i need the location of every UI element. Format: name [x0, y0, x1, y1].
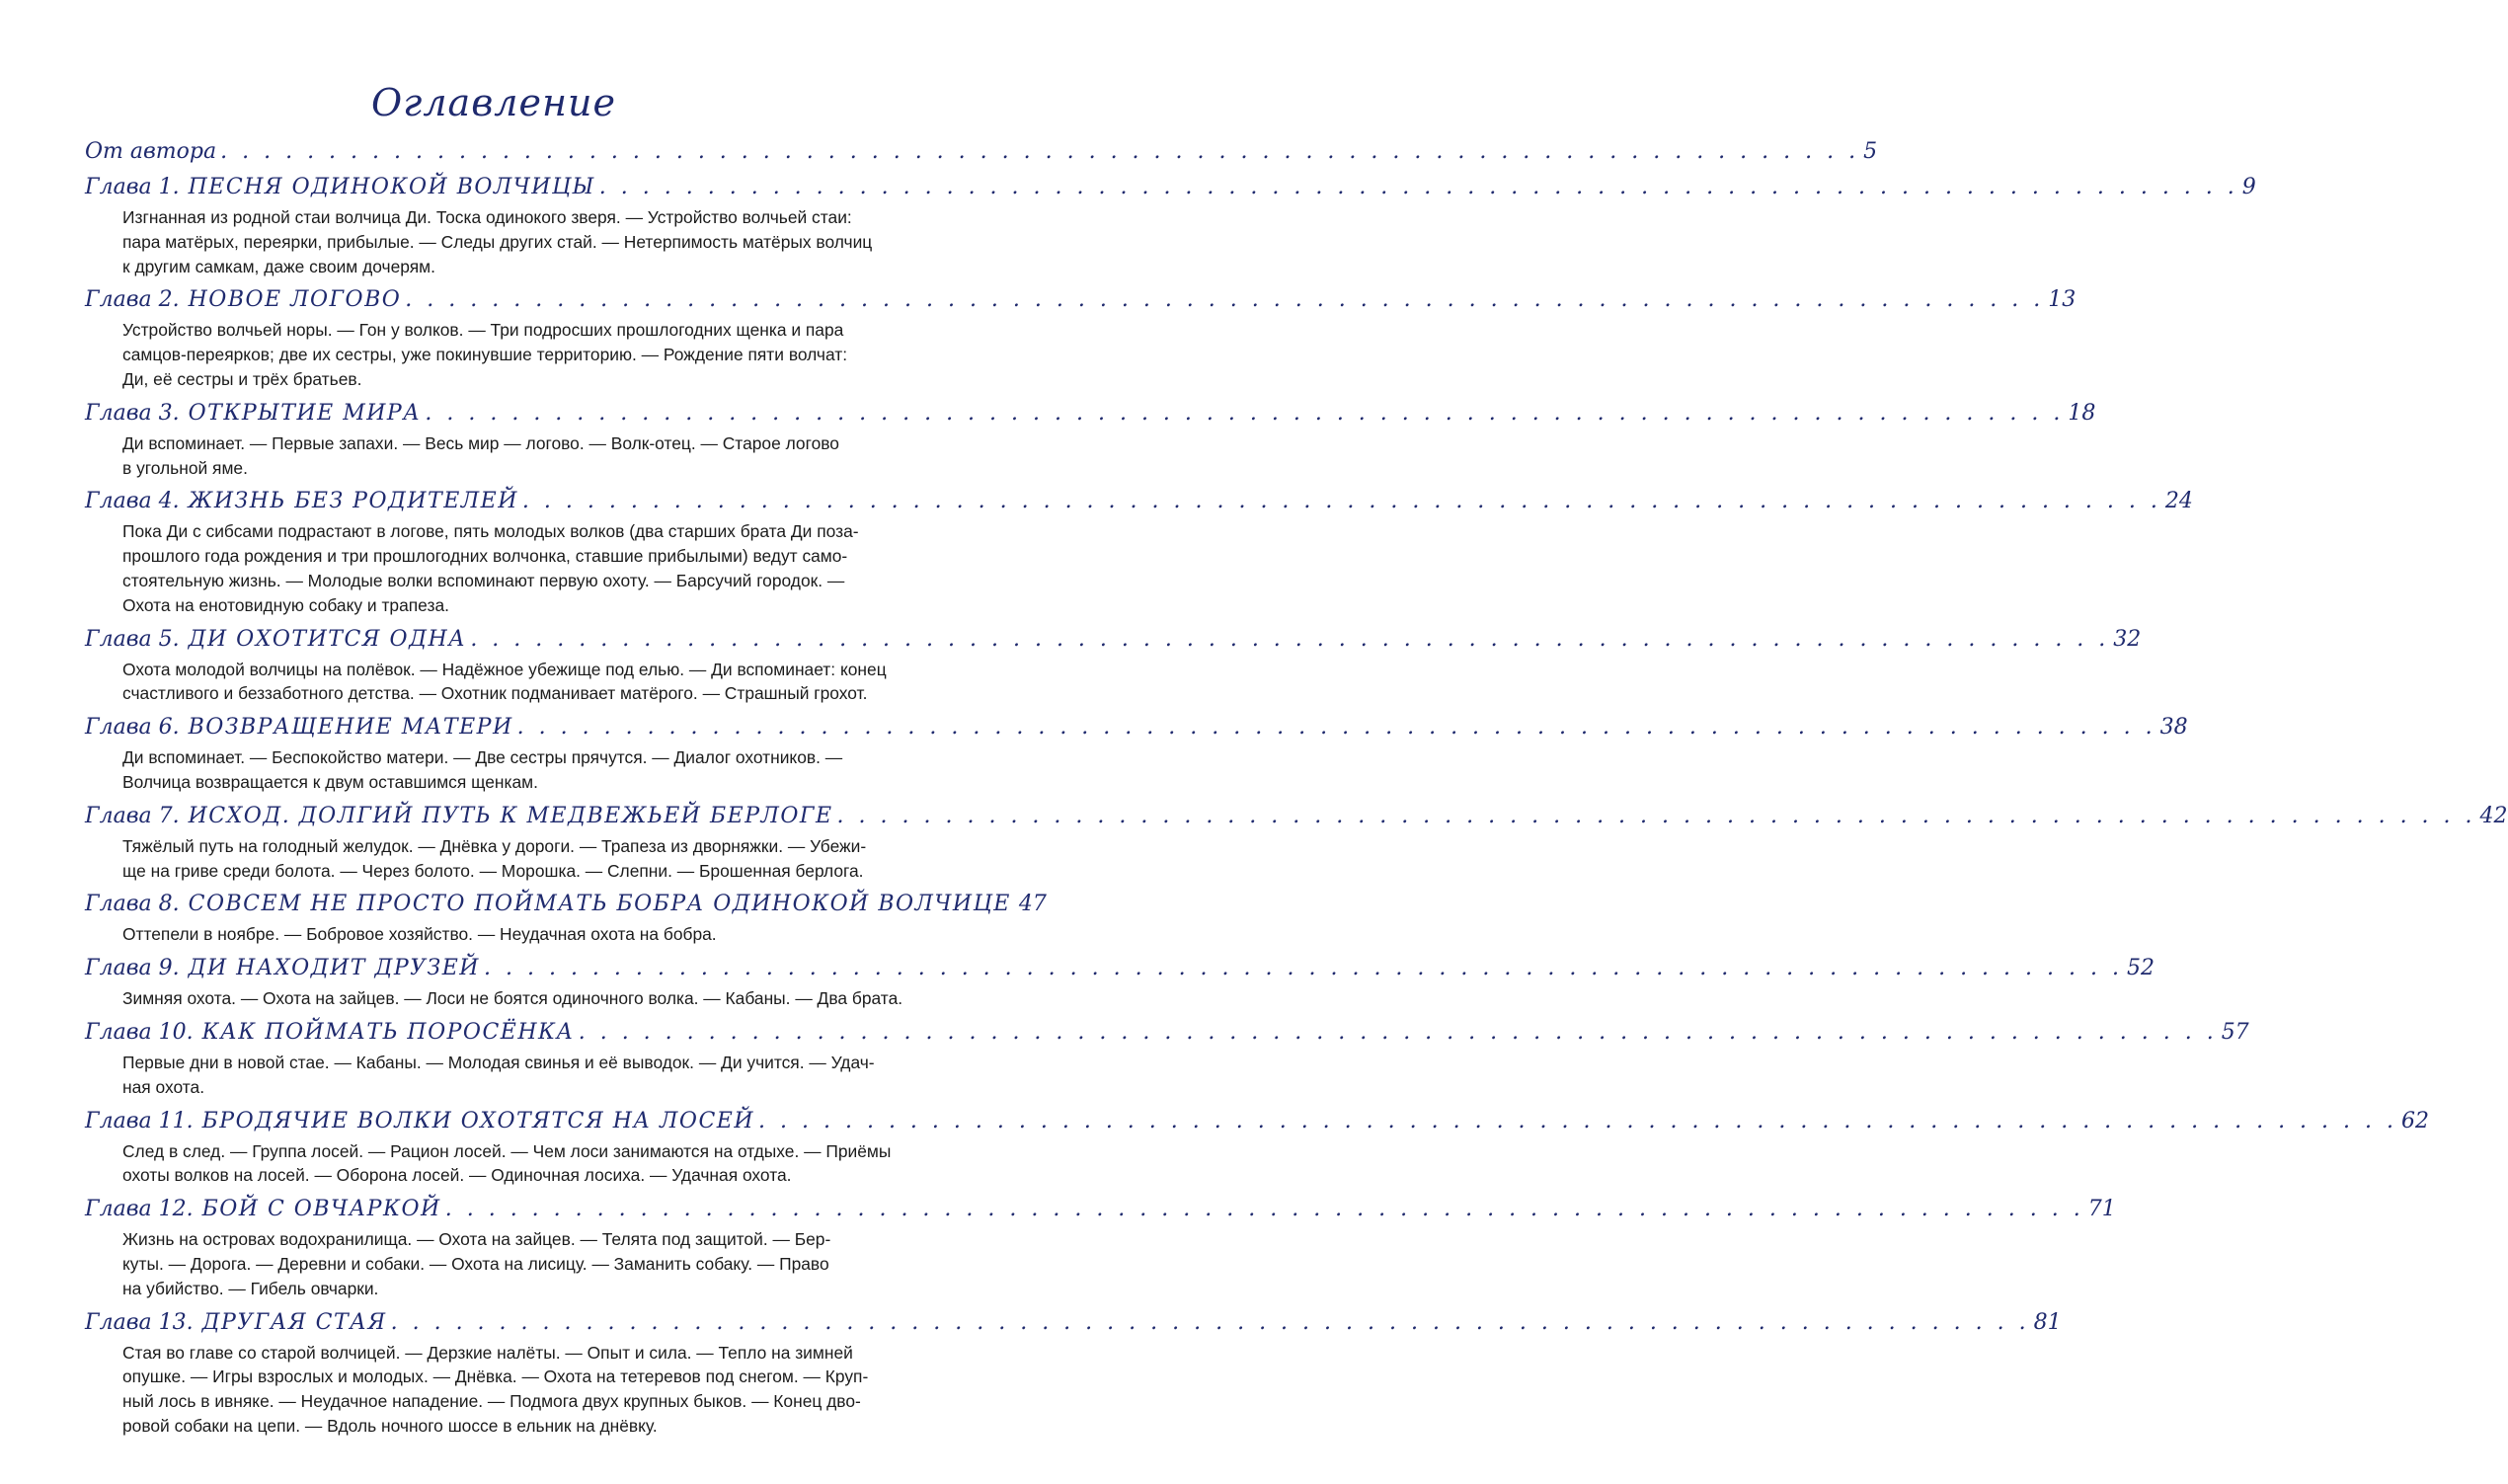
dot-leader: . . . . . . . . . . . . . . . . . . . . . . . . . . . . . . . . . . . . . . . . . . . . . . . . . . . . . . . . . . . . . . . . . . . . . . . . . . . . — [484, 956, 2123, 981]
chapter-label: Глава 3. — [85, 400, 180, 426]
chapter-label: Глава 6. — [85, 715, 180, 741]
chapter-title: ВОЗВРАЩЕНИЕ МАТЕРИ — [188, 715, 513, 741]
page-number: 62 — [2401, 1108, 2429, 1133]
toc-entry-heading[interactable] — [85, 951, 2155, 986]
dot-leader: . . . . . . . . . . . . . . . . . . . . . . . . . . . . . . . . . . . . . . . . . . . . . . . . . . . . . . . . . . . . . . . . . . . . . . . . . . . . — [470, 626, 2110, 652]
dot-leader: . . . . . . . . . . . . . . . . . . . . . . . . . . . . . . . . . . . . . . . . . . . . . . . . . . . . . . . . . . . . . . . . . . . . . . . . . . . . — [425, 400, 2065, 426]
page-number: 32 — [2113, 626, 2142, 652]
summary-line: ще на гриве среди болота. — Через болото. — Морошка. — Слепни. — Брошенная берлога. — [122, 860, 864, 881]
dot-leader: . . . . . . . . . . . . . . . . . . . . . . . . . . . . . . . . . . . . . . . . . . . . . . . . . . . . . . . . . . . . . . . . . . . . . . . . . . . . — [516, 715, 2156, 741]
chapter-title: ИСХОД. ДОЛГИЙ ПУТЬ К МЕДВЕЖЬЕЙ БЕРЛОГЕ — [188, 803, 833, 828]
summary-line: Охота на енотовидную собаку и трапеза. — [122, 594, 449, 615]
page-number: 9 — [2241, 175, 2256, 199]
toc-entry — [85, 1015, 2249, 1104]
chapter-title: ОТКРЫТИЕ МИРА — [188, 400, 422, 426]
toc-entry — [85, 1305, 2062, 1443]
chapter-summary — [122, 519, 924, 617]
chapter-label: Глава 2. — [85, 287, 180, 313]
summary-line: Пока Ди с сибсами подрастают в логове, пять молодых волков (два старших брата Ди поза- — [122, 521, 859, 542]
toc-entry — [85, 887, 1047, 951]
toc-entry-heading[interactable] — [85, 710, 2188, 745]
chapter-label: Глава 13. — [85, 1309, 194, 1335]
chapter-title: СОВСЕМ НЕ ПРОСТО ПОЙМАТЬ БОБРА ОДИНОКОЙ ВОЛЧИЦЕ — [188, 892, 1011, 917]
toc-entry-heading[interactable] — [85, 484, 2193, 519]
chapter-summary — [122, 834, 924, 884]
summary-line: Изгнанная из родной стаи волчица Ди. Тоска одинокого зверя. — Устройство волчьей стаи: — [122, 207, 852, 227]
summary-line: Ди вспоминает. — Беспокойство матери. — Две сестры прячутся. — Диалог охотников. — — [122, 747, 843, 768]
toc-entry — [85, 1104, 2429, 1193]
chapter-label: Глава 12. — [85, 1197, 194, 1222]
chapter-title: БРОДЯЧИЕ ВОЛКИ ОХОТЯТСЯ НА ЛОСЕЙ — [201, 1108, 755, 1133]
summary-line: самцов-переярков; две их сестры, уже покинувшие территорию. — Рождение пяти волчат: — [122, 345, 848, 365]
chapter-title: КАК ПОЙМАТЬ ПОРОСЁНКА — [201, 1019, 575, 1045]
chapter-summary — [122, 1051, 924, 1100]
summary-line: счастливого и беззаботного детства. — Охотник подманивает матёрого. — Страшный грохот. — [122, 683, 868, 704]
summary-line: Волчица возвращается к двум оставшимся щенкам. — [122, 771, 538, 792]
toc-entry-heading[interactable] — [85, 396, 2096, 431]
summary-line: Жизнь на островах водохранилища. — Охота на зайцев. — Телята под защитой. — Бер- — [122, 1229, 831, 1250]
page-number: 13 — [2048, 287, 2077, 313]
summary-line: След в след. — Группа лосей. — Рацион лосей. — Чем лоси занимаются на отдыхе. — Приёмы — [122, 1140, 892, 1161]
toc-entry — [85, 1192, 2116, 1304]
toc-entry-heading[interactable] — [85, 799, 2508, 834]
toc-entry-heading[interactable] — [85, 134, 1878, 170]
dot-leader: . . . . . . . . . . . . . . . . . . . . . . . . . . . . . . . . . . . . . . . . . . . . . . . . . . . . . . . . . . . . . . . . . . . . . . . . . . . . — [521, 489, 2161, 514]
toc-entry-heading[interactable] — [85, 1192, 2116, 1227]
toc-entry — [85, 951, 2155, 1015]
toc-entry-heading[interactable] — [85, 622, 2142, 658]
summary-line: Оттепели в ноябре. — Бобровое хозяйство. — Неудачная охота на бобра. — [122, 924, 717, 945]
summary-line: Устройство волчьей норы. — Гон у волков. — Три подросших прошлогодних щенка и пара — [122, 320, 844, 341]
page-number: 42 — [2479, 803, 2508, 828]
chapter-label: Глава 9. — [85, 956, 180, 981]
chapter-label: Глава 1. — [85, 175, 180, 199]
toc-entry — [85, 622, 2142, 711]
summary-line: к другим самкам, даже своим дочерям. — [122, 256, 435, 276]
chapter-label: От автора — [85, 139, 217, 164]
chapter-summary — [122, 318, 924, 391]
chapter-summary — [122, 986, 924, 1011]
chapter-title: НОВОЕ ЛОГОВО — [188, 287, 402, 313]
chapter-label: Глава 11. — [85, 1108, 194, 1133]
page-number: 5 — [1863, 139, 1878, 164]
chapter-label: Глава 7. — [85, 803, 180, 828]
chapter-label: Глава 4. — [85, 489, 180, 514]
chapter-title: ДИ ОХОТИТСЯ ОДНА — [188, 626, 467, 652]
page-number: 71 — [2087, 1197, 2116, 1222]
chapter-title: ЖИЗНЬ БЕЗ РОДИТЕЛЕЙ — [188, 489, 518, 514]
dot-leader: . . . . . . . . . . . . . . . . . . . . . . . . . . . . . . . . . . . . . . . . . . . . . . . . . . . . . . . . . . . . . . . . . . . . . . . . . . . . — [578, 1019, 2218, 1045]
chapter-label: Глава 5. — [85, 626, 180, 652]
toc-entry-heading[interactable] — [85, 1305, 2062, 1341]
summary-line: охоты волков на лосей. — Оборона лосей. — Одиночная лосиха. — Удачная охота. — [122, 1165, 792, 1186]
chapter-title: ДИ НАХОДИТ ДРУЗЕЙ — [188, 956, 480, 981]
summary-line: Тяжёлый путь на голодный желудок. — Днёвка у дороги. — Трапеза из дворняжки. — Убежи- — [122, 835, 867, 856]
dot-leader: . . . . . . . . . . . . . . . . . . . . . . . . . . . . . . . . . . . . . . . . . . . . . . . . . . . . . . . . . . . . . . . . . . . . . . . . . . . . — [598, 175, 2238, 199]
toc-entry — [85, 170, 2256, 282]
chapter-label: Глава 8. — [85, 892, 180, 917]
summary-line: Ди вспоминает. — Первые запахи. — Весь мир — логово. — Волк-отец. — Старое логово — [122, 432, 839, 453]
summary-line: опушке. — Игры взрослых и молодых. — Днёвка. — Охота на тетеревов под снегом. — Круп- — [122, 1367, 869, 1387]
chapter-summary — [122, 431, 924, 481]
chapter-title: ПЕСНЯ ОДИНОКОЙ ВОЛЧИЦЫ — [188, 175, 595, 199]
toc-entry — [85, 396, 2096, 485]
summary-line: ный лось в ивняке. — Неудачное нападение. — Подмога двух крупных быков. — Конец дво- — [122, 1391, 861, 1412]
chapter-summary — [122, 922, 924, 947]
dot-leader: . . . . . . . . . . . . . . . . . . . . . . . . . . . . . . . . . . . . . . . . . . . . . . . . . . . . . . . . . . . . . . . . . . . . . . . . . . . . — [220, 139, 1860, 164]
dot-leader: . . . . . . . . . . . . . . . . . . . . . . . . . . . . . . . . . . . . . . . . . . . . . . . . . . . . . . . . . . . . . . . . . . . . . . . . . . . . — [390, 1309, 2030, 1335]
summary-line: стоятельную жизнь. — Молодые волки вспоминают первую охоту. — Барсучий городок. — — [122, 570, 845, 590]
page-number: 81 — [2033, 1309, 2062, 1335]
page-number: 47 — [1018, 892, 1047, 917]
toc-entry-heading[interactable] — [85, 1104, 2429, 1139]
table-of-contents — [85, 134, 2508, 1443]
page-number: 52 — [2126, 956, 2155, 981]
summary-line: Ди, её сестры и трёх братьев. — [122, 368, 362, 389]
toc-entry-heading[interactable] — [85, 170, 2256, 205]
summary-line: Охота молодой волчицы на полёвок. — Надёжное убежище под елью. — Ди вспоминает: конец — [122, 659, 887, 679]
dot-leader: . . . . . . . . . . . . . . . . . . . . . . . . . . . . . . . . . . . . . . . . . . . . . . . . . . . . . . . . . . . . . . . . . . . . . . . . . . . . — [758, 1108, 2397, 1133]
chapter-summary — [122, 1139, 924, 1189]
toc-entry-heading[interactable] — [85, 887, 1047, 922]
chapter-summary — [122, 205, 924, 278]
chapter-summary — [122, 1341, 924, 1439]
dot-leader: . . . . . . . . . . . . . . . . . . . . . . . . . . . . . . . . . . . . . . . . . . . . . . . . . . . . . . . . . . . . . . . . . . . . . . . . . . . . — [836, 803, 2476, 828]
page-number: 57 — [2221, 1019, 2249, 1045]
toc-entry — [85, 282, 2077, 395]
entry-spacer — [85, 1439, 924, 1443]
page-title: Оглавление — [370, 81, 616, 124]
chapter-title: БОЙ С ОВЧАРКОЙ — [201, 1197, 441, 1222]
summary-line: Первые дни в новой стае. — Кабаны. — Молодая свинья и её выводок. — Ди учится. — Удач- — [122, 1052, 875, 1072]
summary-line: Зимняя охота. — Охота на зайцев. — Лоси не боятся одиночного волка. — Кабаны. — Два брата. — [122, 988, 903, 1009]
toc-entry-heading[interactable] — [85, 282, 2077, 318]
chapter-summary — [122, 658, 924, 707]
page-number: 38 — [2159, 715, 2188, 741]
summary-line: прошлого года рождения и три прошлогодних волчонка, ставшие прибылыми) ведут само- — [122, 546, 848, 567]
page-number: 24 — [2164, 489, 2193, 514]
toc-entry — [85, 484, 2193, 621]
toc-entry — [85, 799, 2508, 888]
summary-line: куты. — Дорога. — Деревни и собаки. — Охота на лисицу. — Заманить собаку. — Право — [122, 1253, 829, 1274]
summary-line: пара матёрых, переярки, прибылые. — Следы других стай. — Нетерпимость матёрых волчиц — [122, 231, 873, 252]
summary-line: в угольной яме. — [122, 457, 248, 478]
dot-leader: . . . . . . . . . . . . . . . . . . . . . . . . . . . . . . . . . . . . . . . . . . . . . . . . . . . . . . . . . . . . . . . . . . . . . . . . . . . . — [444, 1197, 2084, 1222]
page-number: 18 — [2068, 400, 2096, 426]
dot-leader: . . . . . . . . . . . . . . . . . . . . . . . . . . . . . . . . . . . . . . . . . . . . . . . . . . . . . . . . . . . . . . . . . . . . . . . . . . . . — [405, 287, 2045, 313]
chapter-label: Глава 10. — [85, 1019, 194, 1045]
summary-line: Стая во главе со старой волчицей. — Дерзкие налёты. — Опыт и сила. — Тепло на зимней — [122, 1342, 853, 1363]
toc-entry-heading[interactable] — [85, 1015, 2249, 1051]
summary-line: ровой собаки на цепи. — Вдоль ночного шоссе в ельник на днёвку. — [122, 1415, 658, 1436]
toc-entry — [85, 710, 2188, 799]
summary-line: ная охота. — [122, 1076, 205, 1097]
chapter-summary — [122, 745, 924, 795]
chapter-title: ДРУГАЯ СТАЯ — [201, 1309, 387, 1335]
summary-line: на убийство. — Гибель овчарки. — [122, 1278, 379, 1298]
chapter-summary — [122, 1227, 924, 1300]
toc-entry — [85, 134, 1878, 170]
